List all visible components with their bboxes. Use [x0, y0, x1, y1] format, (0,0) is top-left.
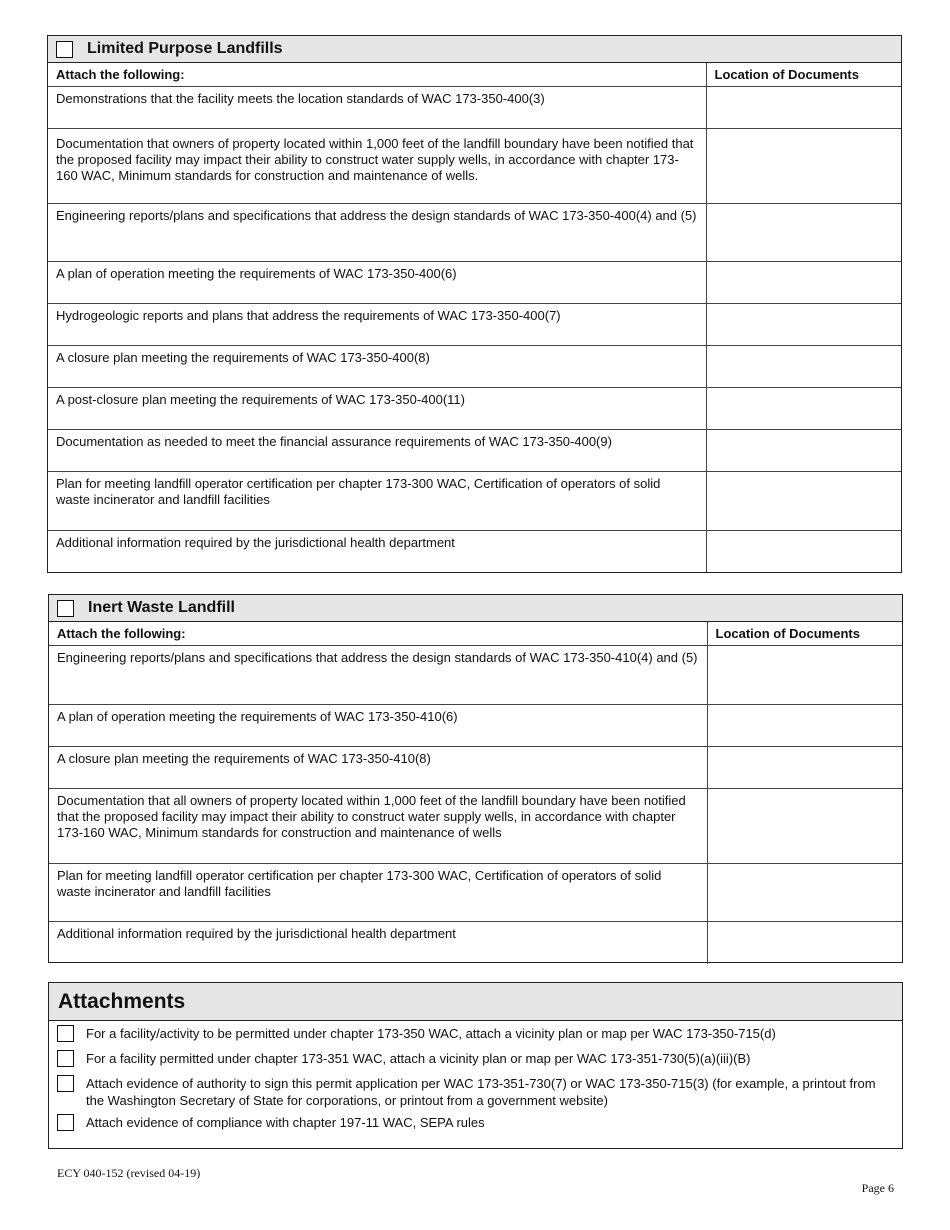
section-header: [49, 595, 902, 622]
attachments-section: [48, 982, 903, 1149]
col-location-header: Location of Documents: [706, 63, 901, 87]
requirement-text: A closure plan meeting the requirements of WAC 173-350-410(8): [49, 747, 707, 789]
location-field[interactable]: [706, 430, 901, 472]
attachment-item: [57, 1050, 892, 1067]
table-row: [48, 204, 901, 262]
requirement-text: Additional information required by the jurisdictional health department: [49, 922, 707, 964]
attachment-checkbox[interactable]: [57, 1050, 74, 1067]
limited-purpose-checkbox[interactable]: [56, 41, 73, 58]
requirement-text: Demonstrations that the facility meets the location standards of WAC 173-350-400(3): [48, 87, 706, 129]
location-field[interactable]: [706, 262, 901, 304]
requirement-text: Documentation that owners of property located within 1,000 feet of the landfill boundary have been notified that the proposed facility may impact their ability to construct water supply wells, in accordance with chapter 173-160 WAC, Minimum standards for construction and maintenance of wells.: [48, 129, 706, 204]
requirement-text: Plan for meeting landfill operator certification per chapter 173-300 WAC, Certification of operators of solid waste incinerator and landfill facilities: [49, 864, 707, 922]
requirement-text: A closure plan meeting the requirements of WAC 173-350-400(8): [48, 346, 706, 388]
location-field[interactable]: [707, 705, 902, 747]
table-row: [48, 346, 901, 388]
location-field[interactable]: [706, 204, 901, 262]
section-header: [48, 36, 901, 63]
table-row: [49, 864, 902, 922]
attachment-text: Attach evidence of authority to sign this permit application per WAC 173-351-730(7) or WAC 173-350-715(3) (for example, a printout from the Washington Secretary of State for corporations, or printout from a government website): [86, 1076, 876, 1108]
table-row: [48, 531, 901, 572]
col-attach-header: Attach the following:: [56, 67, 185, 82]
attachment-checkbox[interactable]: [57, 1075, 74, 1092]
requirement-text: Additional information required by the jurisdictional health department: [48, 531, 706, 572]
location-field[interactable]: [706, 87, 901, 129]
location-field[interactable]: [707, 747, 902, 789]
col-location-header: Location of Documents: [707, 622, 902, 646]
requirement-text: Plan for meeting landfill operator certification per chapter 173-300 WAC, Certification of operators of solid waste incinerator and landfill facilities: [48, 472, 706, 531]
location-field[interactable]: [706, 472, 901, 531]
attachment-checkbox[interactable]: [57, 1114, 74, 1131]
location-field[interactable]: [707, 922, 902, 964]
form-id: ECY 040-152 (revised 04-19): [57, 1166, 201, 1180]
table-row: [49, 646, 902, 705]
location-field[interactable]: [706, 531, 901, 572]
location-field[interactable]: [706, 129, 901, 204]
location-field[interactable]: [707, 864, 902, 922]
requirement-text: Documentation as needed to meet the financial assurance requirements of WAC 173-350-400(9): [48, 430, 706, 472]
page-number: Page 6: [861, 1181, 894, 1195]
requirement-text: Engineering reports/plans and specifications that address the design standards of WAC 173-350-410(4) and (5): [49, 646, 707, 705]
attachment-item: [57, 1075, 892, 1109]
requirement-text: A plan of operation meeting the requirements of WAC 173-350-400(6): [48, 262, 706, 304]
table-row: [48, 304, 901, 346]
inert-waste-checkbox[interactable]: [57, 600, 74, 617]
attachment-text: For a facility/activity to be permitted under chapter 173-350 WAC, attach a vicinity plan or map per WAC 173-350-715(d): [86, 1026, 776, 1041]
limited-purpose-landfills-section: [47, 35, 902, 573]
table-row: [49, 747, 902, 789]
table-row: [48, 388, 901, 430]
requirement-text: Engineering reports/plans and specifications that address the design standards of WAC 173-350-400(4) and (5): [48, 204, 706, 262]
table-row: [49, 705, 902, 747]
attachment-item: [57, 1025, 892, 1042]
table-row: [48, 87, 901, 129]
attachments-title: Attachments: [58, 989, 186, 1013]
table-row: [49, 922, 902, 964]
table-row: [49, 789, 902, 864]
location-field[interactable]: [707, 646, 902, 705]
table-row: [48, 430, 901, 472]
inert-waste-landfill-section: [48, 594, 903, 963]
attachments-header: [49, 983, 902, 1021]
section-title: Inert Waste Landfill: [88, 599, 235, 616]
attachment-checkbox[interactable]: [57, 1025, 74, 1042]
table-row: [48, 129, 901, 204]
location-field[interactable]: [707, 789, 902, 864]
requirement-text: Hydrogeologic reports and plans that address the requirements of WAC 173-350-400(7): [48, 304, 706, 346]
attachment-text: Attach evidence of compliance with chapter 197-11 WAC, SEPA rules: [86, 1115, 485, 1130]
location-field[interactable]: [706, 304, 901, 346]
section-title: Limited Purpose Landfills: [87, 40, 283, 57]
requirement-text: A plan of operation meeting the requirements of WAC 173-350-410(6): [49, 705, 707, 747]
limited-table: [48, 63, 901, 572]
col-attach-header: Attach the following:: [57, 626, 186, 641]
requirement-text: A post-closure plan meeting the requirements of WAC 173-350-400(11): [48, 388, 706, 430]
attachment-item: [57, 1114, 892, 1131]
attachment-text: For a facility permitted under chapter 173-351 WAC, attach a vicinity plan or map per WAC 173-351-730(5)(a)(iii)(B): [86, 1051, 751, 1066]
table-row: [48, 262, 901, 304]
location-field[interactable]: [706, 388, 901, 430]
table-row: [48, 472, 901, 531]
location-field[interactable]: [706, 346, 901, 388]
requirement-text: Documentation that all owners of property located within 1,000 feet of the landfill boundary have been notified that the proposed facility may impact their ability to construct water supply wells, in accordance with chapter 173-160 WAC, Minimum standards for construction and maintenance of wells: [49, 789, 707, 864]
inert-table: [49, 622, 902, 964]
